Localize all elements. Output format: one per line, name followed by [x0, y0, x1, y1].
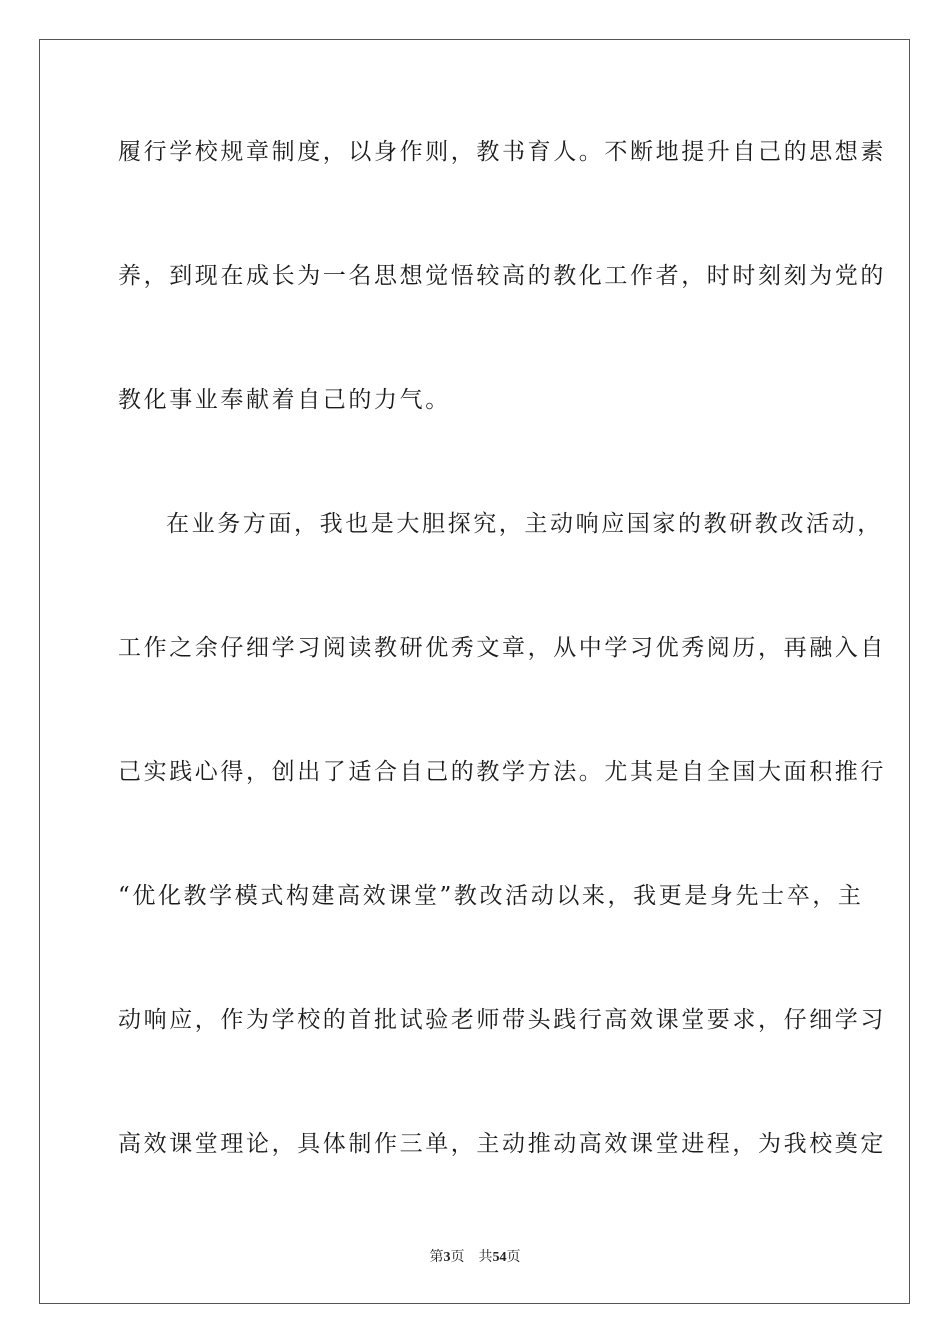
total-prefix: 共 — [478, 1249, 493, 1265]
body-line-4-paragraph-start: 在业务方面，我也是大胆探究，主动响应国家的教研教改活动， — [166, 511, 883, 537]
body-line-1: 履行学校规章制度，以身作则，教书育人。不断地提升自己的思想素 — [118, 139, 886, 165]
total-suffix: 页 — [506, 1249, 521, 1265]
body-line-5: 工作之余仔细学习阅读教研优秀文章，从中学习优秀阅历，再融入自 — [118, 635, 886, 661]
body-line-9: 高效课堂理论，具体制作三单，主动推动高效课堂进程，为我校奠定 — [118, 1131, 886, 1157]
page-frame — [39, 39, 910, 1304]
page-suffix: 页 — [450, 1249, 465, 1265]
page-prefix: 第 — [429, 1249, 444, 1265]
total-pages: 54 — [492, 1250, 507, 1265]
body-line-8: 动响应，作为学校的首批试验老师带头践行高效课堂要求，仔细学习 — [118, 1007, 886, 1033]
page-footer — [0, 1248, 950, 1267]
body-line-3: 教化事业奉献着自己的力气。 — [118, 387, 451, 413]
body-line-6: 己实践心得，创出了适合自己的教学方法。尤其是自全国大面积推行 — [118, 759, 886, 785]
body-line-2: 养，到现在成长为一名思想觉悟较高的教化工作者，时时刻刻为党的 — [118, 263, 886, 289]
page-number: 3 — [443, 1250, 451, 1265]
body-line-7: “优化教学模式构建高效课堂”教改活动以来，我更是身先士卒，主 — [118, 883, 864, 909]
